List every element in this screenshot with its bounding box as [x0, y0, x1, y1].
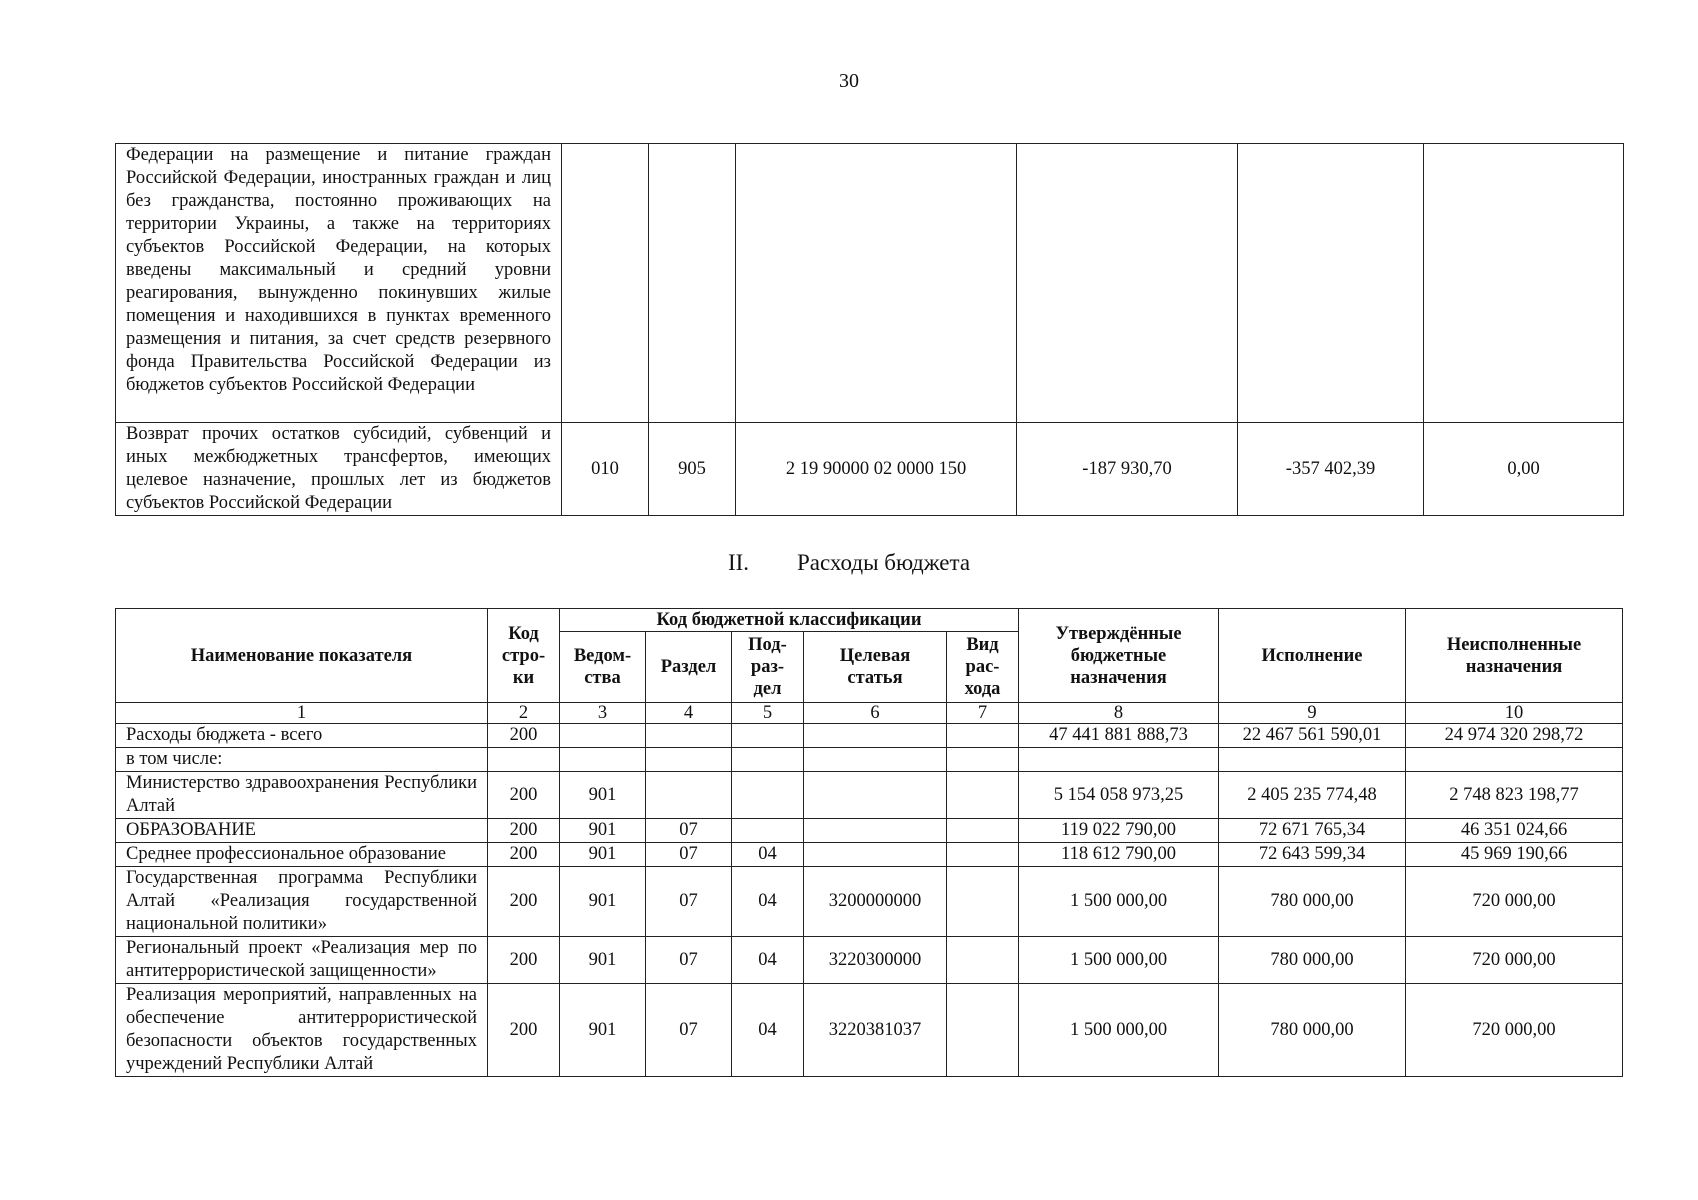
row-code: 200: [488, 843, 560, 867]
approved-value: [1019, 748, 1219, 772]
admin-code: [649, 144, 736, 423]
podrazdel-code: [732, 819, 804, 843]
header-row: [116, 609, 1623, 632]
celevaya-code: [804, 843, 947, 867]
header-vedomstva: Ведом- ства: [560, 632, 646, 703]
admin-code: 905: [649, 423, 736, 516]
podrazdel-code: [732, 748, 804, 772]
section-heading: Расходы бюджета: [797, 550, 971, 575]
table-row: [116, 984, 1623, 1077]
razdel-code: 07: [646, 937, 732, 984]
indicator-name: Региональный проект «Реализация мер по антитеррористической защищенности»: [116, 937, 488, 984]
vedomstva-code: 901: [560, 819, 646, 843]
celevaya-code: [804, 819, 947, 843]
expense-body: [116, 724, 1623, 1077]
unexecuted-value: [1424, 144, 1624, 423]
row-code: 010: [562, 423, 649, 516]
table-row: [116, 423, 1624, 516]
row-code: 200: [488, 937, 560, 984]
indicator-name: ОБРАЗОВАНИЕ: [116, 819, 488, 843]
header-executed: Исполнение: [1219, 609, 1406, 703]
razdel-code: 07: [646, 867, 732, 937]
table-row: [116, 867, 1623, 937]
vedomstva-code: 901: [560, 843, 646, 867]
row-code: 200: [488, 984, 560, 1077]
header-razdel: Раздел: [646, 632, 732, 703]
column-number: 9: [1219, 703, 1406, 724]
executed-value: 22 467 561 590,01: [1219, 724, 1406, 748]
table-row: [116, 843, 1623, 867]
header-approved: Утверждённые бюджетные назначения: [1019, 609, 1219, 703]
executed-value: 72 671 765,34: [1219, 819, 1406, 843]
celevaya-code: 3200000000: [804, 867, 947, 937]
razdel-code: [646, 748, 732, 772]
column-number: 8: [1019, 703, 1219, 724]
podrazdel-code: 04: [732, 867, 804, 937]
column-number: 6: [804, 703, 947, 724]
razdel-code: 07: [646, 984, 732, 1077]
vid-code: [947, 748, 1019, 772]
approved-value: 1 500 000,00: [1019, 867, 1219, 937]
table-row: [116, 819, 1623, 843]
executed-value: [1238, 144, 1424, 423]
indicator-name: Среднее профессиональное образование: [116, 843, 488, 867]
table-row: [116, 144, 1624, 423]
header-vid: Вид рас- хода: [947, 632, 1019, 703]
table-row: [116, 772, 1623, 819]
vedomstva-code: 901: [560, 937, 646, 984]
indicator-name: в том числе:: [116, 748, 488, 772]
vid-code: [947, 984, 1019, 1077]
header-celevaya: Целевая статья: [804, 632, 947, 703]
podrazdel-code: 04: [732, 843, 804, 867]
header-podrazdel: Под- раз- дел: [732, 632, 804, 703]
approved-value: 118 612 790,00: [1019, 843, 1219, 867]
executed-value: 780 000,00: [1219, 937, 1406, 984]
podrazdel-code: 04: [732, 984, 804, 1077]
vid-code: [947, 867, 1019, 937]
indicator-name: Расходы бюджета - всего: [116, 724, 488, 748]
section-number: II.: [727, 550, 750, 575]
razdel-code: [646, 772, 732, 819]
executed-value: 2 405 235 774,48: [1219, 772, 1406, 819]
column-number: 2: [488, 703, 560, 724]
header-kbk-group: Код бюджетной классификации: [560, 609, 1019, 632]
vid-code: [947, 819, 1019, 843]
kbk-code: [736, 144, 1017, 423]
row-code: 200: [488, 819, 560, 843]
celevaya-code: [804, 748, 947, 772]
unexecuted-value: 720 000,00: [1406, 984, 1623, 1077]
vid-code: [947, 724, 1019, 748]
approved-value: 5 154 058 973,25: [1019, 772, 1219, 819]
unexecuted-value: [1406, 748, 1623, 772]
indicator-name: Министерство здравоохранения Республики Алтай: [116, 772, 488, 819]
vedomstva-code: 901: [560, 772, 646, 819]
header-unexecuted: Неисполненные назначения: [1406, 609, 1623, 703]
column-number: 3: [560, 703, 646, 724]
approved-value: 119 022 790,00: [1019, 819, 1219, 843]
approved-value: [1017, 144, 1238, 423]
column-number: 4: [646, 703, 732, 724]
kbk-code: 2 19 90000 02 0000 150: [736, 423, 1017, 516]
column-number-row: [116, 703, 1623, 724]
executed-value: 72 643 599,34: [1219, 843, 1406, 867]
row-code: [562, 144, 649, 423]
approved-value: 1 500 000,00: [1019, 984, 1219, 1077]
approved-value: -187 930,70: [1017, 423, 1238, 516]
row-code: 200: [488, 724, 560, 748]
executed-value: 780 000,00: [1219, 867, 1406, 937]
table-row: [116, 724, 1623, 748]
table-row: [116, 937, 1623, 984]
vedomstva-code: [560, 748, 646, 772]
executed-value: [1219, 748, 1406, 772]
celevaya-code: [804, 772, 947, 819]
podrazdel-code: 04: [732, 937, 804, 984]
vedomstva-code: [560, 724, 646, 748]
vid-code: [947, 843, 1019, 867]
row-code: 200: [488, 772, 560, 819]
indicator-name: Государственная программа Республики Алтай «Реализация государственной национальной политики»: [116, 867, 488, 937]
vedomstva-code: 901: [560, 867, 646, 937]
page-number: 30: [839, 70, 859, 92]
section-title: [0, 550, 1698, 576]
celevaya-code: 3220381037: [804, 984, 947, 1077]
executed-value: -357 402,39: [1238, 423, 1424, 516]
unexecuted-value: 45 969 190,66: [1406, 843, 1623, 867]
indicator-name: Федерации на размещение и питание граждан Российской Федерации, иностранных граждан и лиц без гражданства, постоянно проживающих на территории Украины, а также на территориях субъектов Российской Федерации, на которых введены максимальный и средний уровни реагирования, вынужденно покинувших жилые помещения и находившихся в пунктах временного размещения и питания, за счет средств резервного фонда Правительства Российской Федерации из бюджетов субъектов Российской Федерации: [116, 144, 562, 423]
income-table: [115, 143, 1624, 516]
approved-value: 47 441 881 888,73: [1019, 724, 1219, 748]
unexecuted-value: 0,00: [1424, 423, 1624, 516]
unexecuted-value: 720 000,00: [1406, 867, 1623, 937]
razdel-code: [646, 724, 732, 748]
row-code: 200: [488, 867, 560, 937]
column-number: 10: [1406, 703, 1623, 724]
column-number: 5: [732, 703, 804, 724]
vid-code: [947, 937, 1019, 984]
column-number: 1: [116, 703, 488, 724]
executed-value: 780 000,00: [1219, 984, 1406, 1077]
indicator-name: Возврат прочих остатков субсидий, субвенций и иных межбюджетных трансфертов, имеющих целевое назначение, прошлых лет из бюджетов субъектов Российской Федерации: [116, 423, 562, 516]
vedomstva-code: 901: [560, 984, 646, 1077]
expense-table: [115, 608, 1623, 1077]
celevaya-code: 3220300000: [804, 937, 947, 984]
vid-code: [947, 772, 1019, 819]
celevaya-code: [804, 724, 947, 748]
razdel-code: 07: [646, 843, 732, 867]
row-code: [488, 748, 560, 772]
unexecuted-value: 24 974 320 298,72: [1406, 724, 1623, 748]
header-indicator-name: Наименование показателя: [116, 609, 488, 703]
unexecuted-value: 46 351 024,66: [1406, 819, 1623, 843]
podrazdel-code: [732, 772, 804, 819]
approved-value: 1 500 000,00: [1019, 937, 1219, 984]
indicator-name: Реализация мероприятий, направленных на обеспечение антитеррористической безопасности объектов государственных учреждений Республики Алтай: [116, 984, 488, 1077]
razdel-code: 07: [646, 819, 732, 843]
header-row-code: Код стро- ки: [488, 609, 560, 703]
podrazdel-code: [732, 724, 804, 748]
unexecuted-value: 720 000,00: [1406, 937, 1623, 984]
table-row: [116, 748, 1623, 772]
unexecuted-value: 2 748 823 198,77: [1406, 772, 1623, 819]
column-number: 7: [947, 703, 1019, 724]
